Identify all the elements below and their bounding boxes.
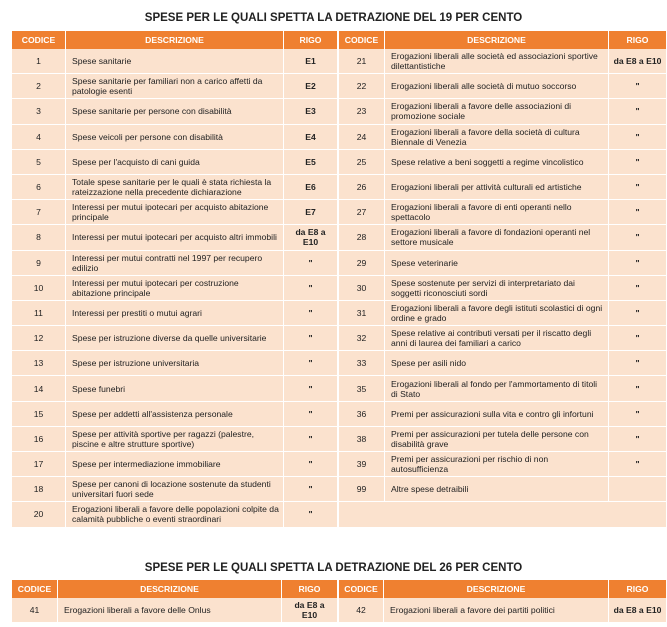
row-description: Erogazioni liberali a favore di fondazioni operanti nel settore musicale <box>385 225 609 250</box>
table-row <box>12 200 667 225</box>
row-rigo: da E8 a E10 <box>282 598 339 623</box>
row-code: 36 <box>339 402 385 427</box>
row-rigo: " <box>284 351 339 376</box>
row-description: Spese per l'acquisto di cani guida <box>66 150 284 175</box>
row-description: Erogazioni liberali alle società ed associazioni sportive dilettantistiche <box>385 49 609 74</box>
row-description: Spese per asili nido <box>385 351 609 376</box>
row-rigo: " <box>284 502 339 527</box>
table-row <box>12 427 667 452</box>
header-rigo: RIGO <box>609 31 667 49</box>
row-rigo: E7 <box>284 200 339 225</box>
row-description: Altre spese detraibili <box>385 477 609 502</box>
row-code: 2 <box>12 74 66 99</box>
row-code: 14 <box>12 376 66 401</box>
table-row <box>12 502 667 527</box>
header-rigo: RIGO <box>609 580 667 598</box>
row-code: 38 <box>339 427 385 452</box>
row-description: Erogazioni liberali a favore degli istituti scolastici di ogni ordine e grado <box>385 301 609 326</box>
header-descrizione: DESCRIZIONE <box>385 31 609 49</box>
row-description: Erogazioni liberali alle società di mutuo soccorso <box>385 74 609 99</box>
row-rigo: E2 <box>284 74 339 99</box>
row-code: 42 <box>339 598 384 623</box>
row-rigo: " <box>284 301 339 326</box>
row-description: Spese per istruzione universitaria <box>66 351 284 376</box>
row-description: Spese sanitarie <box>66 49 284 74</box>
row-description: Spese veicoli per persone con disabilità <box>66 125 284 150</box>
row-code: 6 <box>12 175 66 200</box>
table-row <box>12 74 667 99</box>
row-description: Spese per intermediazione immobiliare <box>66 452 284 477</box>
row-description: Spese per canoni di locazione sostenute da studenti universitari fuori sede <box>66 477 284 502</box>
row-description: Premi per assicurazioni per rischio di non autosufficienza <box>385 452 609 477</box>
table-row <box>12 301 667 326</box>
row-code: 13 <box>12 351 66 376</box>
header-codice: CODICE <box>339 580 384 598</box>
header-codice: CODICE <box>12 31 66 49</box>
row-rigo: " <box>609 150 667 175</box>
row-description: Totale spese sanitarie per le quali è stata richiesta la rateizzazione nella precedente dichiarazione <box>66 175 284 200</box>
row-code: 26 <box>339 175 385 200</box>
row-code: 4 <box>12 125 66 150</box>
row-code: 15 <box>12 402 66 427</box>
detrazione-26-table <box>12 580 667 623</box>
row-description: Premi per assicurazioni sulla vita e contro gli infortuni <box>385 402 609 427</box>
row-code: 39 <box>339 452 385 477</box>
row-code: 18 <box>12 477 66 502</box>
row-rigo: " <box>609 427 667 452</box>
header-rigo: RIGO <box>282 580 339 598</box>
table-row <box>12 326 667 351</box>
row-rigo: E5 <box>284 150 339 175</box>
row-description: Premi per assicurazioni per tutela delle persone con disabilità grave <box>385 427 609 452</box>
row-rigo: " <box>609 351 667 376</box>
row-code: 9 <box>12 251 66 276</box>
row-description: Spese sanitarie per familiari non a carico affetti da patologie esenti <box>66 74 284 99</box>
row-code: 28 <box>339 225 385 250</box>
row-description: Spese per addetti all'assistenza personale <box>66 402 284 427</box>
table-header <box>12 31 667 49</box>
row-code: 1 <box>12 49 66 74</box>
row-code: 7 <box>12 200 66 225</box>
row-rigo: " <box>609 99 667 124</box>
row-code: 12 <box>12 326 66 351</box>
row-code: 22 <box>339 74 385 99</box>
row-code: 8 <box>12 225 66 250</box>
section1-title: SPESE PER LE QUALI SPETTA LA DETRAZIONE DEL 19 PER CENTO <box>144 12 523 24</box>
row-rigo: E4 <box>284 125 339 150</box>
row-rigo: " <box>609 200 667 225</box>
table-row <box>12 175 667 200</box>
table-row <box>12 125 667 150</box>
row-code: 33 <box>339 351 385 376</box>
row-rigo <box>609 477 667 502</box>
row-code: 23 <box>339 99 385 124</box>
row-description: Spese veterinarie <box>385 251 609 276</box>
table-row <box>12 376 667 401</box>
row-description: Erogazioni liberali a favore dei partiti politici <box>384 598 609 623</box>
row-description: Erogazioni liberali al fondo per l'ammortamento di titoli di Stato <box>385 376 609 401</box>
header-descrizione: DESCRIZIONE <box>58 580 282 598</box>
row-code: 99 <box>339 477 385 502</box>
row-rigo: " <box>609 251 667 276</box>
row-description: Interessi per prestiti o mutui agrari <box>66 301 284 326</box>
row-description: Interessi per mutui ipotecari per acquisto abitazione principale <box>66 200 284 225</box>
header-codice: CODICE <box>339 31 385 49</box>
table-row <box>12 251 667 276</box>
row-description: Erogazioni liberali per attività culturali ed artistiche <box>385 175 609 200</box>
section2-title: SPESE PER LE QUALI SPETTA LA DETRAZIONE DEL 26 PER CENTO <box>144 562 523 574</box>
row-rigo: " <box>284 251 339 276</box>
table-row <box>12 452 667 477</box>
row-rigo: " <box>609 225 667 250</box>
row-code: 35 <box>339 376 385 401</box>
row-description: Erogazioni liberali a favore di enti operanti nello spettacolo <box>385 200 609 225</box>
row-description: Spese per istruzione diverse da quelle universitarie <box>66 326 284 351</box>
row-description: Interessi per mutui ipotecari per acquisto altri immobili <box>66 225 284 250</box>
row-rigo: " <box>284 452 339 477</box>
row-rigo: E3 <box>284 99 339 124</box>
row-code: 29 <box>339 251 385 276</box>
row-code: 27 <box>339 200 385 225</box>
row-rigo: " <box>609 125 667 150</box>
row-rigo: da E8 a E10 <box>609 49 667 74</box>
row-description: Interessi per mutui ipotecari per costruzione abitazione principale <box>66 276 284 301</box>
row-code: 30 <box>339 276 385 301</box>
row-code: 16 <box>12 427 66 452</box>
row-rigo: " <box>609 276 667 301</box>
table-row <box>12 225 667 250</box>
row-rigo: " <box>609 402 667 427</box>
row-rigo: " <box>284 326 339 351</box>
row-code: 11 <box>12 301 66 326</box>
row-code: 25 <box>339 150 385 175</box>
row-rigo: E6 <box>284 175 339 200</box>
row-rigo: " <box>609 326 667 351</box>
table-row <box>12 276 667 301</box>
row-description: Spese funebri <box>66 376 284 401</box>
row-description: Erogazioni liberali a favore delle popolazioni colpite da calamità pubbliche o eventi straordinari <box>66 502 284 527</box>
row-rigo: " <box>284 276 339 301</box>
row-rigo: " <box>609 74 667 99</box>
table-header <box>12 580 667 598</box>
row-code: 3 <box>12 99 66 124</box>
row-rigo: " <box>609 175 667 200</box>
row-rigo: " <box>609 301 667 326</box>
row-code: 31 <box>339 301 385 326</box>
row-rigo: da E8 a E10 <box>609 598 667 623</box>
row-description: Spese relative a beni soggetti a regime vincolistico <box>385 150 609 175</box>
header-descrizione: DESCRIZIONE <box>384 580 609 598</box>
row-description: Erogazioni liberali a favore delle associazioni di promozione sociale <box>385 99 609 124</box>
header-rigo: RIGO <box>284 31 339 49</box>
row-description: Spese per attività sportive per ragazzi (palestre, piscine e altre strutture sportive) <box>66 427 284 452</box>
row-description: Erogazioni liberali a favore della società di cultura Biennale di Venezia <box>385 125 609 150</box>
row-description: Erogazioni liberali a favore delle Onlus <box>58 598 282 623</box>
table-row <box>12 99 667 124</box>
row-rigo: E1 <box>284 49 339 74</box>
row-code: 41 <box>12 598 58 623</box>
row-rigo: da E8 a E10 <box>284 225 339 250</box>
table-row <box>12 351 667 376</box>
row-code: 5 <box>12 150 66 175</box>
row-code: 24 <box>339 125 385 150</box>
row-code: 20 <box>12 502 66 527</box>
row-description: Spese sostenute per servizi di interpretariato dai soggetti riconosciuti sordi <box>385 276 609 301</box>
row-description: Interessi per mutui contratti nel 1997 per recupero edilizio <box>66 251 284 276</box>
row-rigo: " <box>284 402 339 427</box>
row-rigo: " <box>284 427 339 452</box>
row-code: 17 <box>12 452 66 477</box>
row-description: Spese sanitarie per persone con disabilità <box>66 99 284 124</box>
table-row <box>12 598 667 623</box>
table-row <box>12 49 667 74</box>
row-rigo: " <box>609 376 667 401</box>
row-code: 21 <box>339 49 385 74</box>
row-description: Spese relative ai contributi versati per il riscatto degli anni di laurea dei familiari a carico <box>385 326 609 351</box>
row-code: 10 <box>12 276 66 301</box>
table-row <box>12 477 667 502</box>
empty-cell <box>339 502 667 527</box>
table-row <box>12 150 667 175</box>
header-descrizione: DESCRIZIONE <box>66 31 284 49</box>
row-rigo: " <box>609 452 667 477</box>
row-rigo: " <box>284 376 339 401</box>
row-code: 32 <box>339 326 385 351</box>
table-row <box>12 402 667 427</box>
detrazione-19-table <box>12 31 667 528</box>
row-rigo: " <box>284 477 339 502</box>
header-codice: CODICE <box>12 580 58 598</box>
